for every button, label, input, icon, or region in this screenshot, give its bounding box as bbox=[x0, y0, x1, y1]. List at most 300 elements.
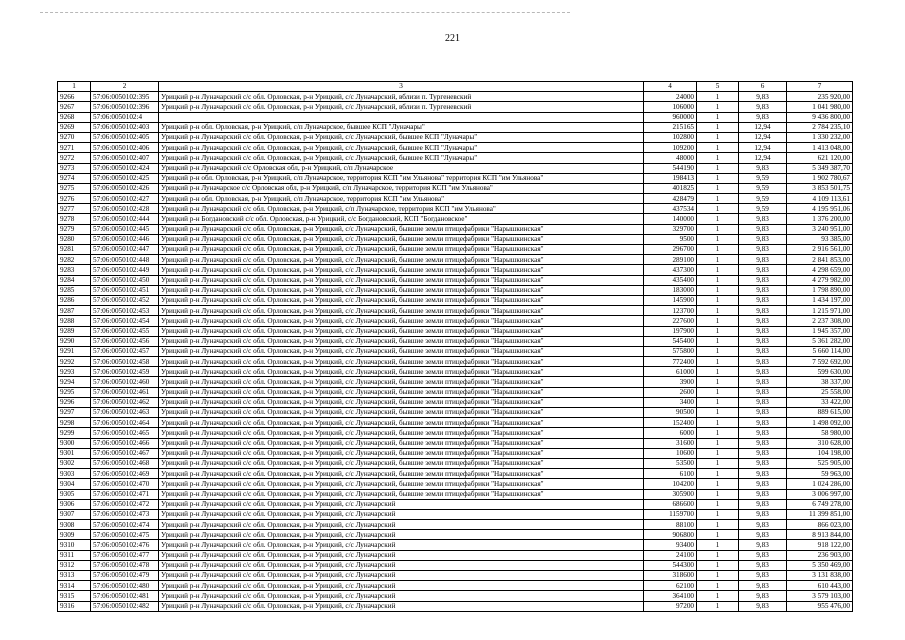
cadastral-value-cell: 1 434 197,00 bbox=[787, 295, 853, 305]
table-row bbox=[58, 408, 853, 418]
area-cell: 364100 bbox=[644, 591, 697, 601]
table-row bbox=[58, 520, 853, 530]
quantity-cell: 1 bbox=[697, 581, 739, 591]
cadastral-value-cell: 1 413 048,00 bbox=[787, 143, 853, 153]
location-cell: Урицкий р-н Луначарский с/с обл. Орловская, р-н Урицкий, с/с Луначарский, бывшие земли птицефабрики "Нарышкинская" bbox=[159, 306, 644, 316]
location-cell bbox=[159, 112, 644, 122]
location-cell: Урицкий р-н Луначарский с/с обл. Орловская, р-н Урицкий, с/с Луначарский, бывшие земли птицефабрики "Нарышкинская" bbox=[159, 408, 644, 418]
cadastral-number-cell: 57:06:0050102:453 bbox=[91, 306, 159, 316]
area-cell: 318600 bbox=[644, 571, 697, 581]
cadastral-number-cell: 57:06:0050102:448 bbox=[91, 255, 159, 265]
area-cell: 227600 bbox=[644, 316, 697, 326]
area-cell: 48000 bbox=[644, 153, 697, 163]
location-cell: Урицкий р-н Луначарский с/с обл. Орловская, р-н Урицкий, с/с Луначарский, бывшие земли птицефабрики "Нарышкинская" bbox=[159, 489, 644, 499]
cadastral-number-cell: 57:06:0050102:403 bbox=[91, 122, 159, 132]
rate-cell: 9,83 bbox=[739, 316, 787, 326]
area-cell: 215165 bbox=[644, 122, 697, 132]
cadastral-number-cell: 57:06:0050102:478 bbox=[91, 560, 159, 570]
row-number-cell: 9308 bbox=[58, 520, 91, 530]
column-header: 4 bbox=[644, 82, 697, 92]
cadastral-number-cell: 57:06:0050102:451 bbox=[91, 285, 159, 295]
table-row bbox=[58, 326, 853, 336]
location-cell: Урицкий р-н Луначарский с/с обл. Орловская, р-н Урицкий, с/с Луначарский, вблизи п. Тургеневский bbox=[159, 102, 644, 112]
quantity-cell: 1 bbox=[697, 367, 739, 377]
quantity-cell: 1 bbox=[697, 387, 739, 397]
quantity-cell: 1 bbox=[697, 245, 739, 255]
column-number-row bbox=[58, 82, 853, 92]
quantity-cell: 1 bbox=[697, 469, 739, 479]
row-number-cell: 9290 bbox=[58, 336, 91, 346]
rate-cell: 9,83 bbox=[739, 234, 787, 244]
table-row bbox=[58, 591, 853, 601]
quantity-cell: 1 bbox=[697, 224, 739, 234]
cadastral-value-cell: 525 905,00 bbox=[787, 458, 853, 468]
quantity-cell: 1 bbox=[697, 591, 739, 601]
row-number-cell: 9274 bbox=[58, 173, 91, 183]
location-cell: Урицкий р-н Луначарский с/с обл. Орловская, р-н Урицкий, с/с Луначарский, бывшее КСП "Луначары" bbox=[159, 143, 644, 153]
location-cell: Урицкий р-н Луначарский с/с обл. Орловская, р-н Урицкий, с/с Луначарский bbox=[159, 550, 644, 560]
cadastral-number-cell: 57:06:0050102:468 bbox=[91, 458, 159, 468]
row-number-cell: 9294 bbox=[58, 377, 91, 387]
location-cell: Урицкий р-н Луначарский с/с обл. Орловская, р-н Урицкий, с/с Луначарский, бывшие земли птицефабрики "Нарышкинская" bbox=[159, 377, 644, 387]
table-row bbox=[58, 163, 853, 173]
location-cell: Урицкий р-н Луначарский с/с обл. Орловская, р-н Урицкий, с/с Луначарский bbox=[159, 581, 644, 591]
area-cell: 6000 bbox=[644, 428, 697, 438]
row-number-cell: 9275 bbox=[58, 183, 91, 193]
row-number-cell: 9316 bbox=[58, 601, 91, 611]
cadastral-value-cell: 11 399 851,00 bbox=[787, 509, 853, 519]
table-row bbox=[58, 204, 853, 214]
area-cell: 686600 bbox=[644, 499, 697, 509]
table-row bbox=[58, 499, 853, 509]
row-number-cell: 9309 bbox=[58, 530, 91, 540]
cadastral-number-cell: 57:06:0050102:454 bbox=[91, 316, 159, 326]
rate-cell: 9,83 bbox=[739, 428, 787, 438]
area-cell: 123700 bbox=[644, 306, 697, 316]
table-row bbox=[58, 183, 853, 193]
rate-cell: 9,83 bbox=[739, 346, 787, 356]
rate-cell: 9,83 bbox=[739, 336, 787, 346]
quantity-cell: 1 bbox=[697, 438, 739, 448]
location-cell: Урицкий р-н обл. Орловская, р-н Урицкий, с/п Луначарское, бывшее КСП "Луначары" bbox=[159, 122, 644, 132]
quantity-cell: 1 bbox=[697, 316, 739, 326]
table-row bbox=[58, 387, 853, 397]
row-number-cell: 9272 bbox=[58, 153, 91, 163]
cadastral-number-cell: 57:06:0050102:407 bbox=[91, 153, 159, 163]
location-cell: Урицкий р-н Луначарский с/с обл. Орловская, р-н Урицкий, с/с Луначарский bbox=[159, 591, 644, 601]
location-cell: Урицкий р-н Луначарский с/с обл. Орловская, р-н Урицкий, с/с Луначарский, бывшие земли птицефабрики "Нарышкинская" bbox=[159, 326, 644, 336]
cadastral-value-cell: 9 436 800,00 bbox=[787, 112, 853, 122]
row-number-cell: 9287 bbox=[58, 306, 91, 316]
rate-cell: 9,83 bbox=[739, 102, 787, 112]
row-number-cell: 9315 bbox=[58, 591, 91, 601]
quantity-cell: 1 bbox=[697, 275, 739, 285]
cadastral-value-cell: 3 579 103,00 bbox=[787, 591, 853, 601]
area-cell: 289100 bbox=[644, 255, 697, 265]
location-cell: Урицкий р-н Луначарский с/с обл. Орловская, р-н Урицкий, с/с Луначарский, бывшие земли птицефабрики "Нарышкинская" bbox=[159, 346, 644, 356]
area-cell: 61000 bbox=[644, 367, 697, 377]
rate-cell: 9,83 bbox=[739, 601, 787, 611]
quantity-cell: 1 bbox=[697, 285, 739, 295]
rate-cell: 9,83 bbox=[739, 438, 787, 448]
area-cell: 544190 bbox=[644, 163, 697, 173]
quantity-cell: 1 bbox=[697, 183, 739, 193]
cadastral-value-cell: 5 660 114,00 bbox=[787, 346, 853, 356]
column-header: 3 bbox=[159, 82, 644, 92]
area-cell: 428479 bbox=[644, 194, 697, 204]
quantity-cell: 1 bbox=[697, 122, 739, 132]
cadastral-number-cell: 57:06:0050102:472 bbox=[91, 499, 159, 509]
area-cell: 93400 bbox=[644, 540, 697, 550]
quantity-cell: 1 bbox=[697, 408, 739, 418]
area-cell: 24100 bbox=[644, 550, 697, 560]
cadastral-value-cell: 2 237 308,00 bbox=[787, 316, 853, 326]
area-cell: 31600 bbox=[644, 438, 697, 448]
table-row bbox=[58, 255, 853, 265]
cadastral-value-cell: 58 980,00 bbox=[787, 428, 853, 438]
quantity-cell: 1 bbox=[697, 255, 739, 265]
area-cell: 24000 bbox=[644, 92, 697, 102]
area-cell: 3400 bbox=[644, 397, 697, 407]
row-number-cell: 9292 bbox=[58, 357, 91, 367]
rate-cell: 9,83 bbox=[739, 530, 787, 540]
cadastral-number-cell: 57:06:0050102:465 bbox=[91, 428, 159, 438]
rate-cell: 12,94 bbox=[739, 122, 787, 132]
cadastral-value-cell: 3 131 838,00 bbox=[787, 571, 853, 581]
cadastral-number-cell: 57:06:0050102:461 bbox=[91, 387, 159, 397]
area-cell: 62100 bbox=[644, 581, 697, 591]
quantity-cell: 1 bbox=[697, 295, 739, 305]
cadastral-value-cell: 3 006 997,00 bbox=[787, 489, 853, 499]
area-cell: 198413 bbox=[644, 173, 697, 183]
cadastral-value-cell: 7 592 692,00 bbox=[787, 357, 853, 367]
location-cell: Урицкий р-н Луначарский с/с обл. Орловская, р-н Урицкий, с/с Луначарский bbox=[159, 540, 644, 550]
cadastral-value-cell: 4 279 982,00 bbox=[787, 275, 853, 285]
location-cell: Урицкий р-н Луначарский с/с обл. Орловская, р-н Урицкий, с/с Луначарский, бывшие земли птицефабрики "Нарышкинская" bbox=[159, 438, 644, 448]
cadastral-value-cell: 236 903,00 bbox=[787, 550, 853, 560]
cadastral-value-cell: 1 902 780,67 bbox=[787, 173, 853, 183]
cadastral-value-cell: 2 784 235,10 bbox=[787, 122, 853, 132]
cadastral-value-cell: 955 476,00 bbox=[787, 601, 853, 611]
rate-cell: 9,83 bbox=[739, 540, 787, 550]
area-cell: 3900 bbox=[644, 377, 697, 387]
area-cell: 6100 bbox=[644, 469, 697, 479]
location-cell: Урицкий р-н Луначарский с/с обл. Орловская, р-н Урицкий, с/с Луначарский, бывшие земли птицефабрики "Нарышкинская" bbox=[159, 336, 644, 346]
rate-cell: 9,83 bbox=[739, 489, 787, 499]
cadastral-number-cell: 57:06:0050102:425 bbox=[91, 173, 159, 183]
quantity-cell: 1 bbox=[697, 102, 739, 112]
cadastral-number-cell: 57:06:0050102:456 bbox=[91, 336, 159, 346]
row-number-cell: 9270 bbox=[58, 132, 91, 142]
cadastral-number-cell: 57:06:0050102:428 bbox=[91, 204, 159, 214]
cadastral-value-cell: 3 853 501,75 bbox=[787, 183, 853, 193]
rate-cell: 9,83 bbox=[739, 560, 787, 570]
rate-cell: 9,83 bbox=[739, 509, 787, 519]
row-number-cell: 9289 bbox=[58, 326, 91, 336]
quantity-cell: 1 bbox=[697, 509, 739, 519]
table-row bbox=[58, 112, 853, 122]
quantity-cell: 1 bbox=[697, 530, 739, 540]
table-row bbox=[58, 397, 853, 407]
row-number-cell: 9279 bbox=[58, 224, 91, 234]
table-row bbox=[58, 316, 853, 326]
cadastral-value-cell: 599 630,00 bbox=[787, 367, 853, 377]
quantity-cell: 1 bbox=[697, 143, 739, 153]
rate-cell: 9,83 bbox=[739, 591, 787, 601]
cadastral-number-cell: 57:06:0050102:449 bbox=[91, 265, 159, 275]
table-row bbox=[58, 377, 853, 387]
cadastral-number-cell: 57:06:0050102:445 bbox=[91, 224, 159, 234]
cadastral-number-cell: 57:06:0050102:470 bbox=[91, 479, 159, 489]
row-number-cell: 9276 bbox=[58, 194, 91, 204]
row-number-cell: 9285 bbox=[58, 285, 91, 295]
cadastral-value-cell: 104 198,00 bbox=[787, 448, 853, 458]
location-cell: Урицкий р-н Луначарский с/с обл. Орловская, р-н Урицкий, с/с Луначарский, бывшие земли птицефабрики "Нарышкинская" bbox=[159, 367, 644, 377]
rate-cell: 9,83 bbox=[739, 418, 787, 428]
table-row bbox=[58, 479, 853, 489]
row-number-cell: 9300 bbox=[58, 438, 91, 448]
row-number-cell: 9291 bbox=[58, 346, 91, 356]
location-cell: Урицкий р-н Луначарский с/с обл. Орловская, р-н Урицкий, с/с Луначарский, бывшие земли птицефабрики "Нарышкинская" bbox=[159, 265, 644, 275]
area-cell: 437300 bbox=[644, 265, 697, 275]
table-row bbox=[58, 336, 853, 346]
cadastral-number-cell: 57:06:0050102:473 bbox=[91, 509, 159, 519]
quantity-cell: 1 bbox=[697, 173, 739, 183]
row-number-cell: 9299 bbox=[58, 428, 91, 438]
row-number-cell: 9306 bbox=[58, 499, 91, 509]
cadastral-value-cell: 889 615,00 bbox=[787, 408, 853, 418]
row-number-cell: 9282 bbox=[58, 255, 91, 265]
cadastral-number-cell: 57:06:0050102:395 bbox=[91, 92, 159, 102]
quantity-cell: 1 bbox=[697, 326, 739, 336]
location-cell: Урицкий р-н Луначарский с/с обл. Орловская, р-н Урицкий, с/с Луначарский, бывшие земли птицефабрики "Нарышкинская" bbox=[159, 245, 644, 255]
quantity-cell: 1 bbox=[697, 357, 739, 367]
cadastral-number-cell: 57:06:0050102:455 bbox=[91, 326, 159, 336]
quantity-cell: 1 bbox=[697, 499, 739, 509]
area-cell: 90500 bbox=[644, 408, 697, 418]
rate-cell: 9,83 bbox=[739, 479, 787, 489]
quantity-cell: 1 bbox=[697, 428, 739, 438]
location-cell: Урицкий р-н Луначарский с/с обл. Орловская, р-н Урицкий, с/с Луначарский, бывшее КСП "Луначары" bbox=[159, 132, 644, 142]
row-number-cell: 9266 bbox=[58, 92, 91, 102]
location-cell: Урицкий р-н Луначарский с/с обл. Орловская, р-н Урицкий, с/с Луначарский bbox=[159, 509, 644, 519]
rate-cell: 12,94 bbox=[739, 153, 787, 163]
cadastral-value-cell: 8 913 844,00 bbox=[787, 530, 853, 540]
cadastral-value-cell: 4 195 951,06 bbox=[787, 204, 853, 214]
area-cell: 772400 bbox=[644, 357, 697, 367]
cadastral-value-cell: 3 240 951,00 bbox=[787, 224, 853, 234]
cadastral-value-cell: 4 109 113,61 bbox=[787, 194, 853, 204]
cadastral-number-cell: 57:06:0050102:460 bbox=[91, 377, 159, 387]
location-cell: Урицкий р-н Луначарский с/с обл. Орловская, р-н Урицкий, с/с Луначарский, вблизи п. Тургеневский bbox=[159, 92, 644, 102]
cadastral-number-cell: 57:06:0050102:424 bbox=[91, 163, 159, 173]
area-cell: 145900 bbox=[644, 295, 697, 305]
rate-cell: 9,83 bbox=[739, 245, 787, 255]
rate-cell: 9,83 bbox=[739, 255, 787, 265]
quantity-cell: 1 bbox=[697, 458, 739, 468]
row-number-cell: 9295 bbox=[58, 387, 91, 397]
row-number-cell: 9307 bbox=[58, 509, 91, 519]
table-row bbox=[58, 560, 853, 570]
row-number-cell: 9302 bbox=[58, 458, 91, 468]
cadastral-number-cell: 57:06:0050102:464 bbox=[91, 418, 159, 428]
rate-cell: 9,83 bbox=[739, 387, 787, 397]
row-number-cell: 9281 bbox=[58, 245, 91, 255]
cadastral-number-cell: 57:06:0050102:446 bbox=[91, 234, 159, 244]
quantity-cell: 1 bbox=[697, 601, 739, 611]
area-cell: 53500 bbox=[644, 458, 697, 468]
location-cell: Урицкий р-н Луначарский с/с обл. Орловская, р-н Урицкий, с/с Луначарский bbox=[159, 601, 644, 611]
column-header: 5 bbox=[697, 82, 739, 92]
row-number-cell: 9268 bbox=[58, 112, 91, 122]
table-row bbox=[58, 550, 853, 560]
area-cell: 88100 bbox=[644, 520, 697, 530]
rate-cell: 9,59 bbox=[739, 204, 787, 214]
location-cell: Урицкий р-н Луначарский с/с обл. Орловская, р-н Урицкий, с/с Луначарский, бывшие земли птицефабрики "Нарышкинская" bbox=[159, 387, 644, 397]
table-row bbox=[58, 102, 853, 112]
cadastral-value-cell: 1 041 980,00 bbox=[787, 102, 853, 112]
cadastral-value-cell: 1 945 357,00 bbox=[787, 326, 853, 336]
rate-cell: 9,83 bbox=[739, 285, 787, 295]
area-cell: 10600 bbox=[644, 448, 697, 458]
cadastral-value-cell: 4 298 659,00 bbox=[787, 265, 853, 275]
rate-cell: 9,83 bbox=[739, 499, 787, 509]
row-number-cell: 9271 bbox=[58, 143, 91, 153]
table-row bbox=[58, 418, 853, 428]
row-number-cell: 9273 bbox=[58, 163, 91, 173]
row-number-cell: 9269 bbox=[58, 122, 91, 132]
location-cell: Урицкий р-н Луначарский с/с обл. Орловская, р-н Урицкий, с/с Луначарский, бывшие земли птицефабрики "Нарышкинская" bbox=[159, 295, 644, 305]
cadastral-value-cell: 1 376 200,00 bbox=[787, 214, 853, 224]
quantity-cell: 1 bbox=[697, 560, 739, 570]
area-cell: 9500 bbox=[644, 234, 697, 244]
table-row bbox=[58, 224, 853, 234]
cadastral-value-cell: 59 963,00 bbox=[787, 469, 853, 479]
table-row bbox=[58, 122, 853, 132]
row-number-cell: 9293 bbox=[58, 367, 91, 377]
location-cell: Урицкий р-н Луначарский с/с обл. Орловская, р-н Урицкий, с/с Луначарский, бывшие земли птицефабрики "Нарышкинская" bbox=[159, 458, 644, 468]
cadastral-number-cell: 57:06:0050102:447 bbox=[91, 245, 159, 255]
table-row bbox=[58, 530, 853, 540]
rate-cell: 9,83 bbox=[739, 520, 787, 530]
quantity-cell: 1 bbox=[697, 448, 739, 458]
cadastral-value-cell: 5 361 282,00 bbox=[787, 336, 853, 346]
cadastral-number-cell: 57:06:0050102:479 bbox=[91, 571, 159, 581]
cadastral-number-cell: 57:06:0050102:477 bbox=[91, 550, 159, 560]
cadastral-number-cell: 57:06:0050102:427 bbox=[91, 194, 159, 204]
table-row bbox=[58, 601, 853, 611]
table-row bbox=[58, 295, 853, 305]
rate-cell: 9,59 bbox=[739, 183, 787, 193]
rate-cell: 9,59 bbox=[739, 194, 787, 204]
location-cell: Урицкий р-н Луначарский с/с обл. Орловская, р-н Урицкий, с/с Луначарский, бывшие земли птицефабрики "Нарышкинская" bbox=[159, 234, 644, 244]
cadastral-value-cell: 310 628,00 bbox=[787, 438, 853, 448]
table-row bbox=[58, 214, 853, 224]
location-cell: Урицкий р-н Луначарский с/с обл. Орловская, р-н Урицкий, с/с Луначарский, бывшие земли птицефабрики "Нарышкинская" bbox=[159, 397, 644, 407]
rate-cell: 9,83 bbox=[739, 92, 787, 102]
table-row bbox=[58, 571, 853, 581]
cadastral-value-cell: 1 330 232,00 bbox=[787, 132, 853, 142]
quantity-cell: 1 bbox=[697, 397, 739, 407]
table-row bbox=[58, 153, 853, 163]
table-row bbox=[58, 306, 853, 316]
table-row bbox=[58, 448, 853, 458]
row-number-cell: 9296 bbox=[58, 397, 91, 407]
cadastral-number-cell: 57:06:0050102:396 bbox=[91, 102, 159, 112]
table-row bbox=[58, 275, 853, 285]
area-cell: 102800 bbox=[644, 132, 697, 142]
cadastral-number-cell: 57:06:0050102:450 bbox=[91, 275, 159, 285]
quantity-cell: 1 bbox=[697, 336, 739, 346]
location-cell: Урицкий р-н обл. Орловская, р-н Урицкий, с/п Луначарское, территория КСП "им Ульянова" bbox=[159, 194, 644, 204]
cadastral-value-cell: 866 023,00 bbox=[787, 520, 853, 530]
cadastral-number-cell: 57:06:0050102:462 bbox=[91, 397, 159, 407]
rate-cell: 9,83 bbox=[739, 581, 787, 591]
table-row bbox=[58, 346, 853, 356]
area-cell: 104200 bbox=[644, 479, 697, 489]
cadastral-value-cell: 93 385,00 bbox=[787, 234, 853, 244]
cadastral-number-cell: 57:06:0050102:475 bbox=[91, 530, 159, 540]
area-cell: 329700 bbox=[644, 224, 697, 234]
cadastral-number-cell: 57:06:0050102:405 bbox=[91, 132, 159, 142]
location-cell: Урицкий р-н Луначарский с/с обл. Орловская, р-н Урицкий, с/с Луначарский, бывшие земли птицефабрики "Нарышкинская" bbox=[159, 224, 644, 234]
cadastral-number-cell: 57:06:0050102:482 bbox=[91, 601, 159, 611]
location-cell: Урицкий р-н Луначарский с/с обл. Орловская, р-н Урицкий, с/с Луначарский, бывшие земли птицефабрики "Нарышкинская" bbox=[159, 275, 644, 285]
cadastral-value-cell: 1 798 890,00 bbox=[787, 285, 853, 295]
quantity-cell: 1 bbox=[697, 112, 739, 122]
row-number-cell: 9310 bbox=[58, 540, 91, 550]
cadastral-number-cell: 57:06:0050102:471 bbox=[91, 489, 159, 499]
cadastral-value-cell: 33 422,00 bbox=[787, 397, 853, 407]
table-row bbox=[58, 458, 853, 468]
cadastral-value-cell: 235 920,00 bbox=[787, 92, 853, 102]
cadastral-value-cell: 610 443,00 bbox=[787, 581, 853, 591]
rate-cell: 9,83 bbox=[739, 397, 787, 407]
quantity-cell: 1 bbox=[697, 153, 739, 163]
scan-top-line bbox=[40, 12, 570, 13]
table-row bbox=[58, 357, 853, 367]
cadastral-value-cell: 2 916 561,00 bbox=[787, 245, 853, 255]
table-row bbox=[58, 173, 853, 183]
table-row bbox=[58, 509, 853, 519]
quantity-cell: 1 bbox=[697, 234, 739, 244]
location-cell: Урицкий р-н Луначарский с/с обл. Орловская, р-н Урицкий, с/с Луначарский bbox=[159, 530, 644, 540]
rate-cell: 12,94 bbox=[739, 143, 787, 153]
table-row bbox=[58, 194, 853, 204]
quantity-cell: 1 bbox=[697, 540, 739, 550]
location-cell: Урицкий р-н Луначарский с/с обл. Орловская, р-н Урицкий, с/с Луначарский, бывшие земли птицефабрики "Нарышкинская" bbox=[159, 479, 644, 489]
cadastral-number-cell: 57:06:0050102:466 bbox=[91, 438, 159, 448]
column-header: 7 bbox=[787, 82, 853, 92]
table-row bbox=[58, 92, 853, 102]
row-number-cell: 9303 bbox=[58, 469, 91, 479]
quantity-cell: 1 bbox=[697, 92, 739, 102]
cadastral-number-cell: 57:06:0050102:4 bbox=[91, 112, 159, 122]
cadastral-number-cell: 57:06:0050102:452 bbox=[91, 295, 159, 305]
cadastral-value-cell: 2 841 853,00 bbox=[787, 255, 853, 265]
area-cell: 106000 bbox=[644, 102, 697, 112]
location-cell: Урицкий р-н Луначарский с/с обл. Орловская, р-н Урицкий, с/с Луначарский bbox=[159, 571, 644, 581]
row-number-cell: 9283 bbox=[58, 265, 91, 275]
area-cell: 152400 bbox=[644, 418, 697, 428]
quantity-cell: 1 bbox=[697, 346, 739, 356]
rate-cell: 9,83 bbox=[739, 550, 787, 560]
rate-cell: 12,94 bbox=[739, 132, 787, 142]
quantity-cell: 1 bbox=[697, 306, 739, 316]
location-cell: Урицкий р-н Луначарский с/с обл. Орловская, р-н Урицкий, с/с Луначарский bbox=[159, 499, 644, 509]
quantity-cell: 1 bbox=[697, 571, 739, 581]
cadastral-number-cell: 57:06:0050102:474 bbox=[91, 520, 159, 530]
